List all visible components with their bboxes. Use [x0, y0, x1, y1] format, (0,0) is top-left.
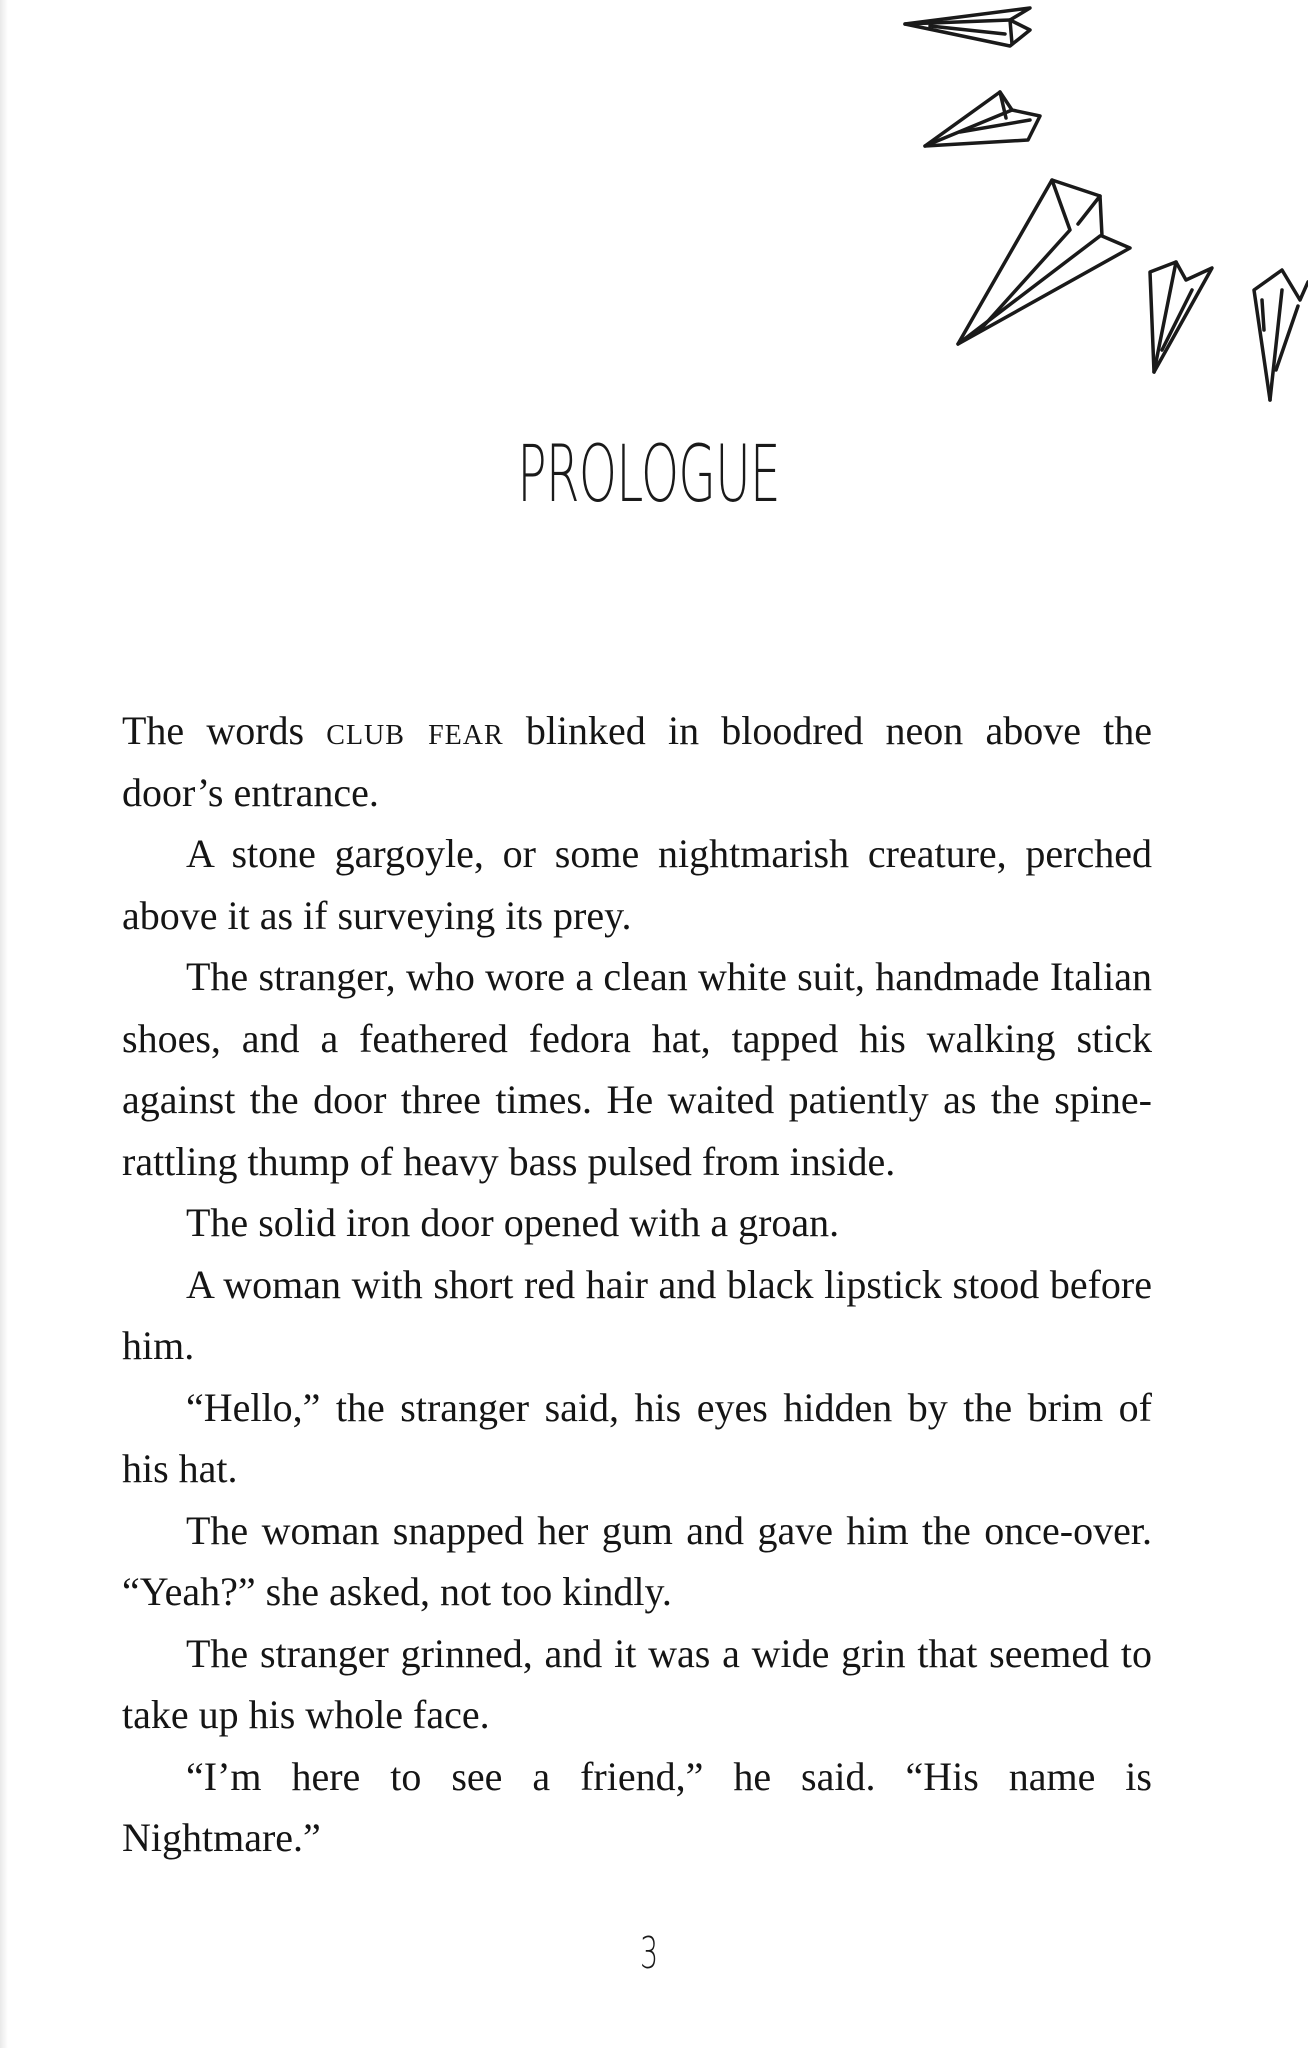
paragraph-2: A stone gargoyle, or some nightmarish creature, perched above it as if surveying its prey.: [122, 831, 1152, 938]
paper-airplane-icon: [958, 180, 1130, 344]
paper-airplane-icon: [1150, 262, 1212, 372]
paragraph-4: The solid iron door opened with a groan.: [186, 1200, 840, 1245]
paper-airplane-icon: [1254, 270, 1308, 400]
body-text: [122, 700, 1152, 1869]
paragraph-3: The stranger, who wore a clean white suit, handmade Italian shoes, and a feathered fedora hat, tapped his walking stick against the door three times. He waited patiently as the spine-rattling thump of heavy bass pulsed from inside.: [122, 954, 1152, 1184]
page-number: 3: [640, 1928, 659, 1979]
paper-airplanes-icon: [880, 0, 1308, 410]
paragraph-6: “Hello,” the stranger said, his eyes hidden by the brim of his hat.: [122, 1384, 1152, 1491]
paragraph-5: A woman with short red hair and black lipstick stood before him.: [122, 1261, 1152, 1368]
paper-airplane-icon: [905, 8, 1030, 46]
chapter-title: PROLOGUE: [517, 430, 780, 520]
paragraph-7: The woman snapped her gum and gave him the once-over. “Yeah?” she asked, not too kindly.: [122, 1507, 1152, 1614]
club-name: club fear: [326, 708, 504, 753]
paragraph-8: The stranger grinned, and it was a wide grin that seemed to take up his whole face.: [122, 1630, 1152, 1737]
paper-airplane-icon: [925, 92, 1040, 146]
page-edge: [0, 0, 8, 2048]
paragraph-9: “I’m here to see a friend,” he said. “His name is Nightmare.”: [122, 1753, 1152, 1860]
paragraph-1: The words club fear blinked in bloodred neon above the door’s entrance.: [122, 708, 1152, 815]
